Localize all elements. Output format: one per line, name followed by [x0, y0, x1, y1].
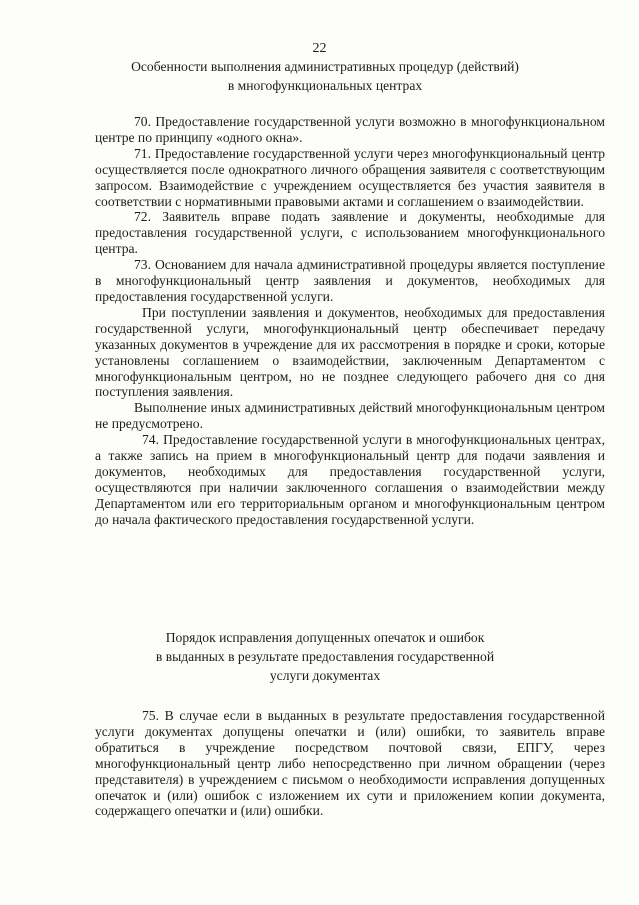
paragraph-74: 74. Предоставление государственной услуги в многофункциональных центрах, а также запись на прием в многофункциональный центр для подачи заявления и документов, необходимых для предоставления государственной услуги, осуществляются при наличии заключенного соглашения о взаимодействии между Департаментом или его территориальным органом и многофункциональным центром до начала фактического предоставления государственной услуги. — [95, 432, 605, 527]
section-body-corrections — [95, 708, 605, 819]
section-heading-mfc — [90, 57, 560, 95]
page-number: 22 — [312, 41, 327, 56]
heading-line: Особенности выполнения административных процедур (действий) — [131, 59, 519, 74]
heading-line: в выданных в результате предоставления государственной — [155, 649, 495, 664]
paragraph-73: 73. Основанием для начала административной процедуры является поступление в многофункциональный центр заявления и документов, необходимых для предоставления государственной услуги. — [95, 257, 605, 304]
paragraph-70: 70. Предоставление государственной услуги возможно в многофункциональном центре по принципу «одного окна». — [95, 114, 605, 145]
paragraph-73-other-actions: Выполнение иных административных действий многофункциональным центром не предусмотрено. — [95, 400, 605, 432]
paragraph-72: 72. Заявитель вправе подать заявление и документы, необходимые для предоставления государственной услуги, с использованием многофункционального центра. — [95, 209, 605, 257]
paragraph-71: 71. Предоставление государственной услуги через многофункциональный центр осуществляется после однократного личного обращения заявителя с соответствующим запросом. Взаимодействие с учреждением осуществляется без участия заявителя в соответствии с нормативными правовыми актами и соглашением о взаимодействии. — [95, 145, 605, 209]
section-heading-corrections — [90, 628, 560, 685]
heading-line: услуги документах — [269, 668, 381, 683]
paragraph-73-transfer: При поступлении заявления и документов, необходимых для предоставления государственной услуги, многофункциональный центр обеспечивает передачу указанных документов в учреждение для их рассмотрения в порядке и сроки, которые установлены соглашением о взаимодействии, заключенным Департаментом с многофункциональным центром, но не позднее следующего рабочего дня со дня поступления заявления. — [95, 304, 605, 400]
paragraph-75: 75. В случае если в выданных в результате предоставления государственной услуги документах допущены опечатки и (или) ошибки, то заявитель вправе обратиться в учреждение посредством почтовой связи, ЕПГУ, через многофункциональный центр либо непосредственно при личном обращении (через представителя) в учреждением с письмом о необходимости исправления допущенных опечаток и (или) ошибок с изложением их сути и приложением копии документа, содержащего опечатки и (или) ошибки. — [95, 708, 605, 819]
heading-line: Порядок исправления допущенных опечаток и ошибок — [165, 630, 485, 645]
heading-line: в многофункциональных центрах — [227, 78, 423, 93]
section-body-mfc — [95, 114, 605, 528]
